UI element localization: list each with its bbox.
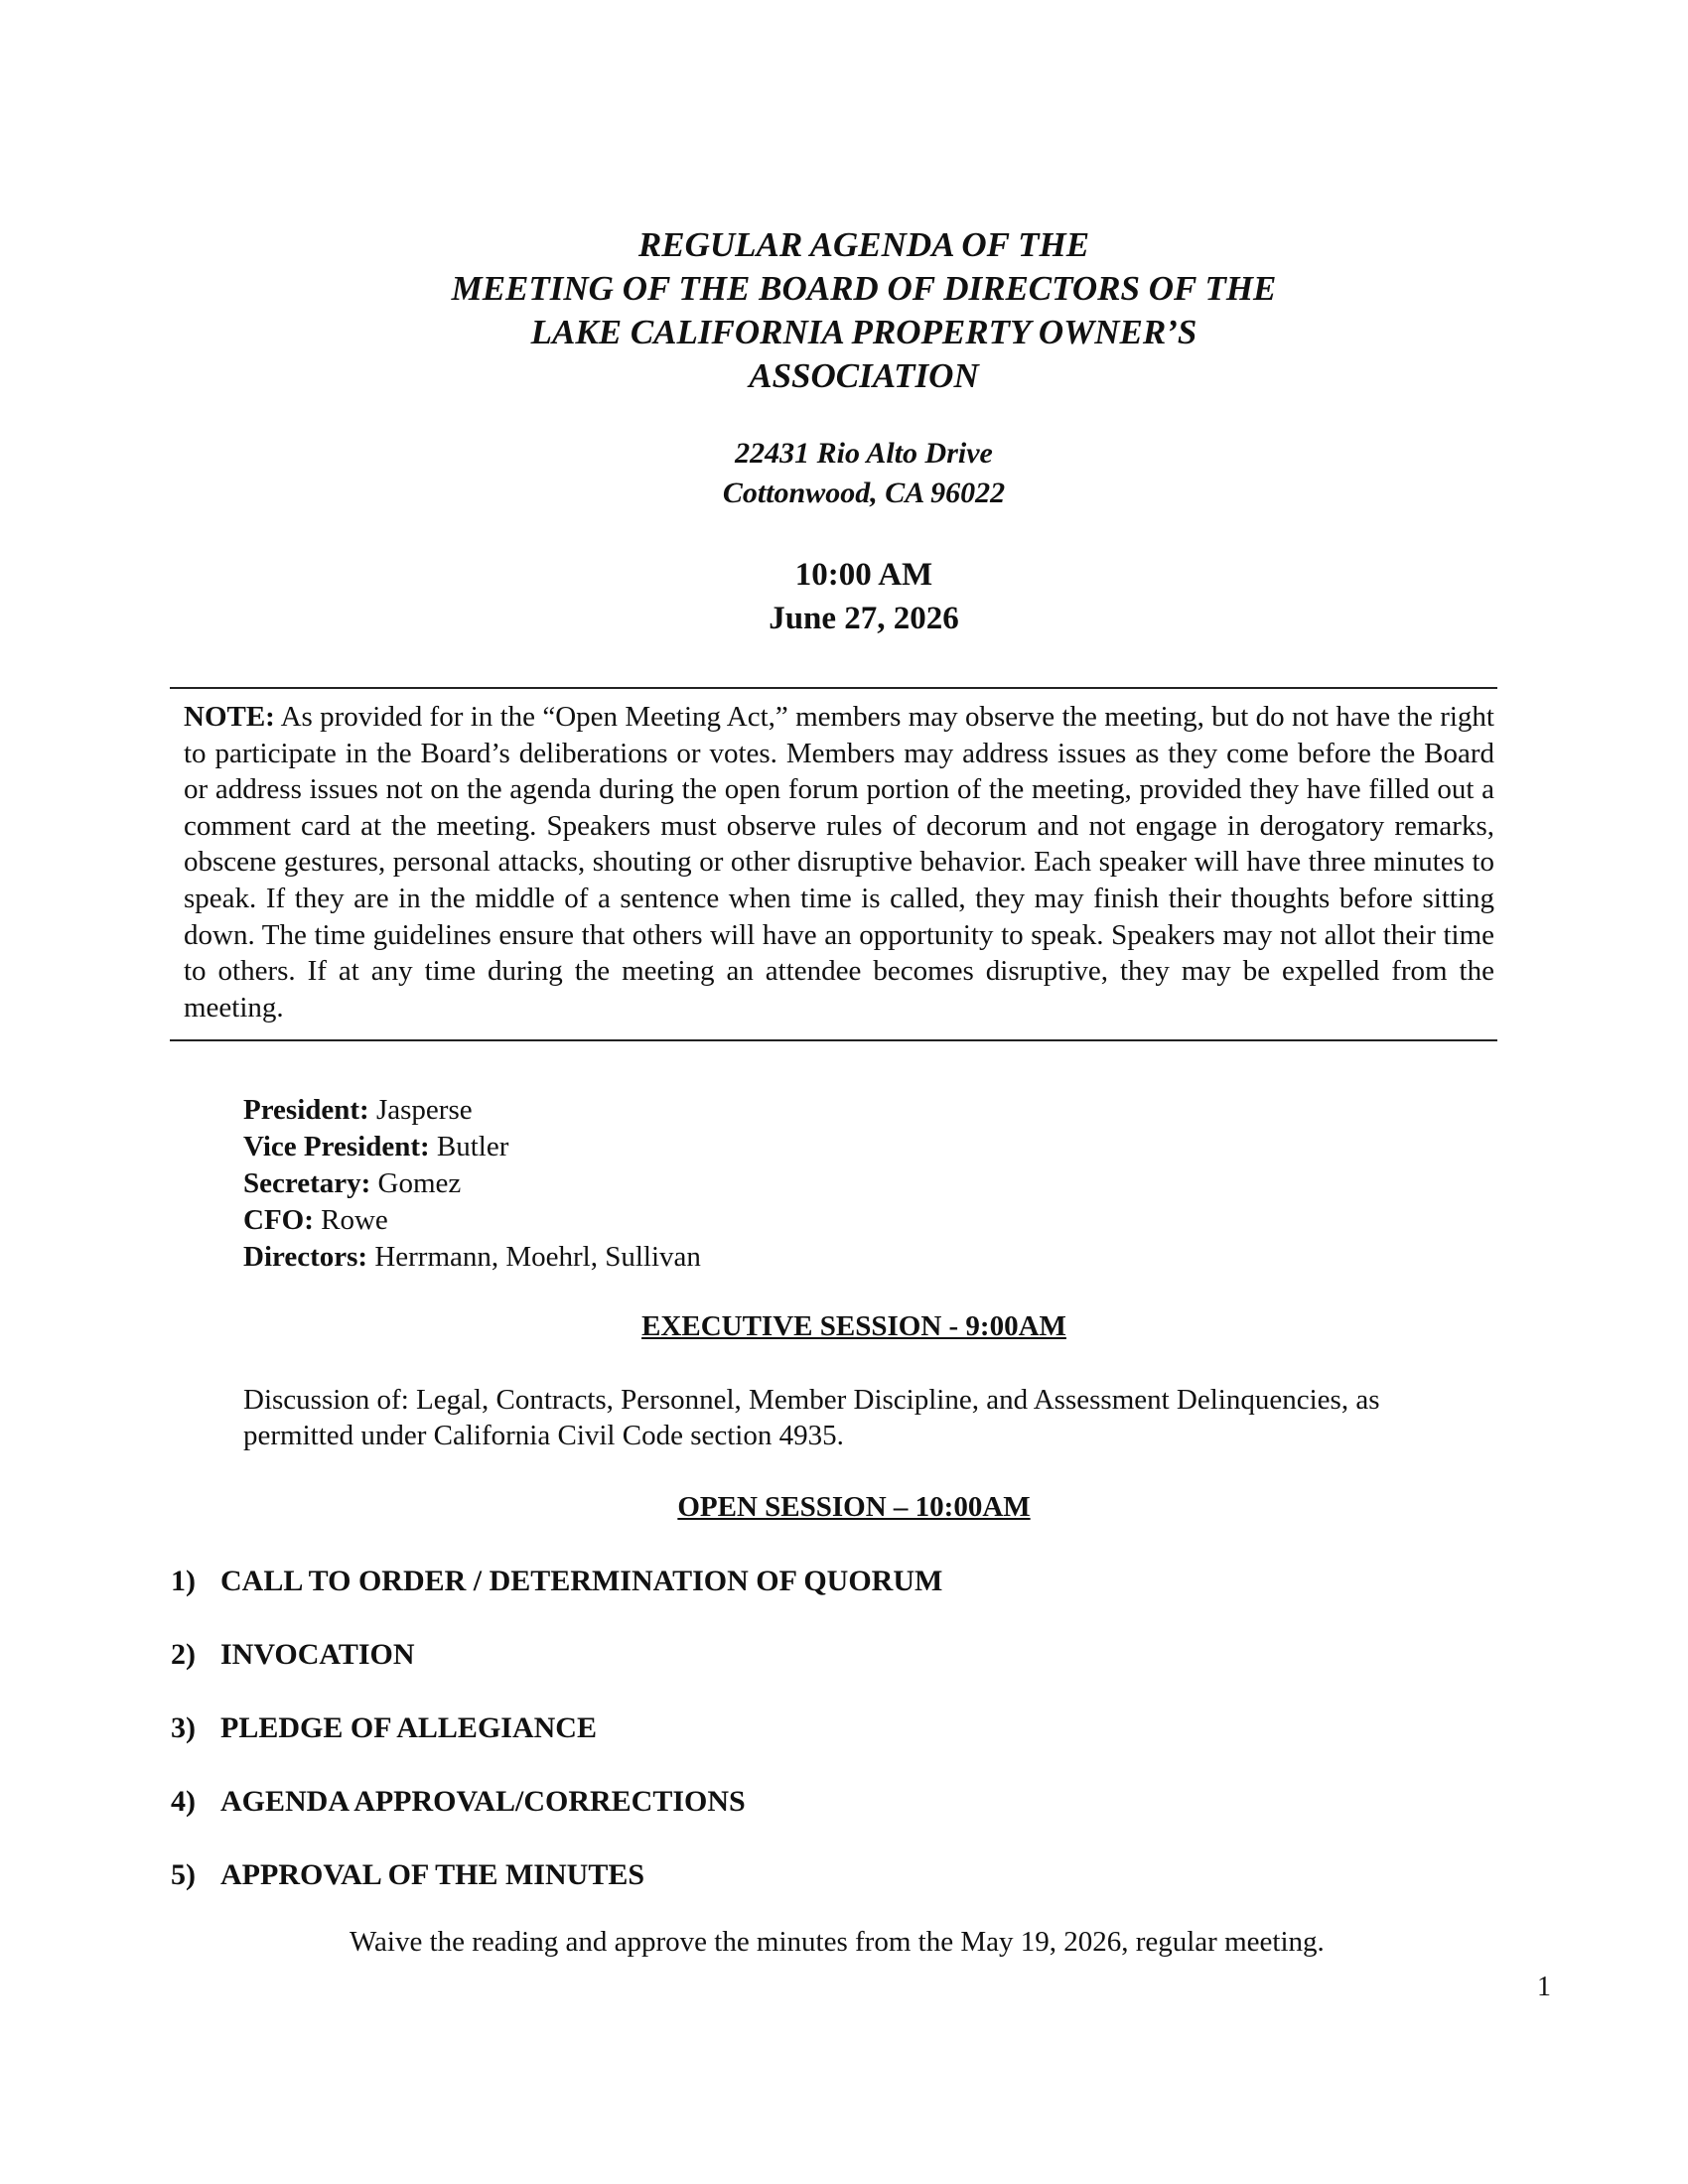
- agenda-item-label: AGENDA APPROVAL/CORRECTIONS: [220, 1785, 746, 1818]
- officer-label: Secretary:: [243, 1167, 371, 1199]
- agenda-item: [171, 1637, 942, 1710]
- officer-label: President:: [243, 1094, 369, 1126]
- agenda-item-number: 5): [171, 1858, 196, 1891]
- executive-session-text: Discussion of: Legal, Contracts, Personnel, Member Discipline, and Assessment Delinquencies, as permitted under California Civil Code section 4935.: [243, 1384, 1380, 1451]
- officer-cfo: [243, 1202, 701, 1239]
- agenda-item: [171, 1564, 942, 1637]
- officer-label: Vice President:: [243, 1131, 430, 1162]
- officer-name: Jasperse: [375, 1094, 473, 1126]
- agenda-item-label: PLEDGE OF ALLEGIANCE: [220, 1711, 597, 1744]
- title-line-3: LAKE CALIFORNIA PROPERTY OWNER’S: [530, 313, 1197, 351]
- address-street: 22431 Rio Alto Drive: [735, 437, 993, 470]
- officer-directors: [243, 1239, 701, 1276]
- agenda-item: [171, 1857, 942, 1931]
- agenda-item-number: 1): [171, 1565, 196, 1597]
- page-number: 1: [1537, 1972, 1551, 2002]
- officer-president: [243, 1092, 701, 1129]
- agenda-item-label: APPROVAL OF THE MINUTES: [220, 1858, 645, 1891]
- note-top-divider: [170, 687, 1497, 689]
- note-label: NOTE:: [184, 701, 275, 733]
- officer-name: Gomez: [377, 1167, 462, 1199]
- title-line-1: REGULAR AGENDA OF THE: [637, 225, 1090, 264]
- address-city: Cottonwood, CA 96022: [722, 477, 1006, 509]
- title-line-4: ASSOCIATION: [749, 356, 979, 395]
- meeting-time: 10:00 AM: [794, 557, 933, 593]
- officer-secretary: [243, 1165, 701, 1202]
- agenda-title: [0, 223, 1688, 398]
- agenda-item-number: 3): [171, 1711, 196, 1744]
- agenda-item-label: CALL TO ORDER / DETERMINATION OF QUORUM: [220, 1565, 943, 1597]
- agenda-items: [171, 1564, 942, 1931]
- executive-session-heading: EXECUTIVE SESSION - 9:00AM: [641, 1310, 1066, 1342]
- meeting-datetime: [0, 553, 1688, 640]
- officer-label: Directors:: [243, 1241, 368, 1273]
- officer-name: Herrmann, Moehrl, Sullivan: [374, 1241, 701, 1273]
- note-bottom-divider: [170, 1039, 1497, 1041]
- note-text: As provided for in the “Open Meeting Act,” members may observe the meeting, but do not have the right to participate in the Board’s deliberations or votes. Members may address issues as they come before the Board or address issues not on the agenda during the open forum portion of the meeting, provided they have filled out a comment card at the meeting. Speakers must observe rules of decorum and not engage in derogatory remarks, obscene gestures, personal attacks, shouting or other disruptive behavior. Each speaker will have three minutes to speak. If they are in the middle of a sentence when time is called, they may finish their thoughts before sitting down. The time guidelines ensure that others will have an opportunity to speak. Speakers may not allot their time to others. If at any time during the meeting an attendee becomes disruptive, they may be expelled from the meeting.: [184, 701, 1494, 1024]
- agenda-item-number: 2): [171, 1638, 196, 1671]
- open-session-heading: OPEN SESSION – 10:00AM: [677, 1491, 1031, 1523]
- officer-name: Rowe: [321, 1204, 388, 1236]
- agenda-item-number: 4): [171, 1785, 196, 1818]
- agenda-item: [171, 1784, 942, 1857]
- board-officers: [243, 1092, 701, 1276]
- officer-name: Butler: [436, 1131, 509, 1162]
- officer-label: CFO:: [243, 1204, 314, 1236]
- meeting-date: June 27, 2026: [769, 601, 959, 636]
- officer-vice-president: [243, 1129, 701, 1165]
- open-meeting-note: [184, 699, 1494, 1025]
- meeting-address: [0, 434, 1688, 513]
- agenda-item-label: INVOCATION: [220, 1638, 415, 1671]
- title-line-2: MEETING OF THE BOARD OF DIRECTORS OF THE: [451, 269, 1277, 308]
- minutes-approval-text: Waive the reading and approve the minutes from the May 19, 2026, regular meeting.: [350, 1926, 1325, 1958]
- agenda-item: [171, 1710, 942, 1784]
